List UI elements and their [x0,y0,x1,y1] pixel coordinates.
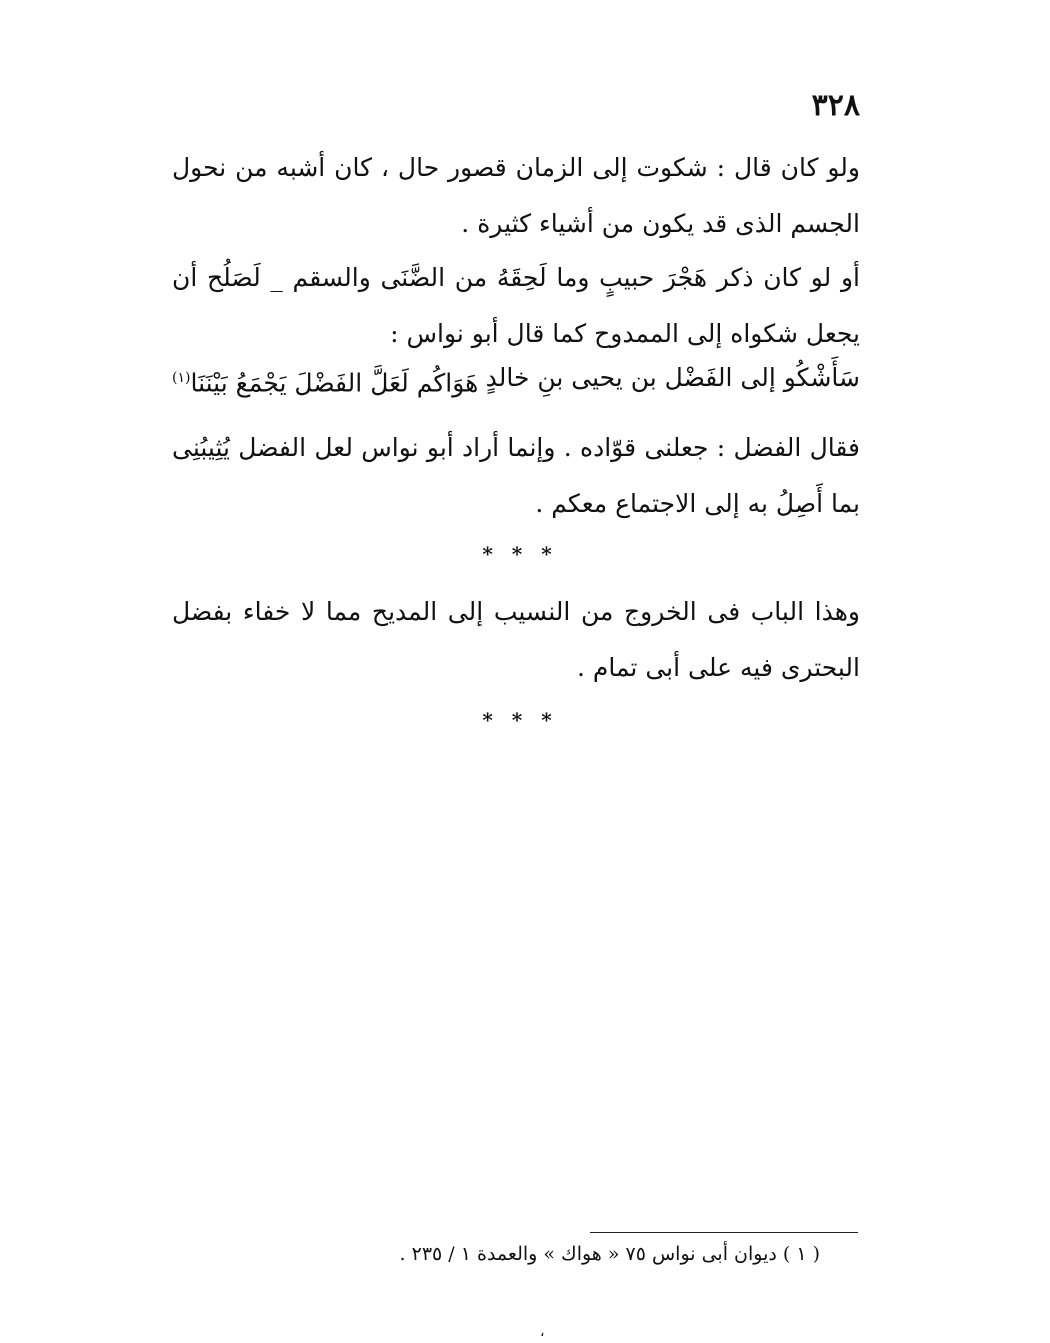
paragraph-1: ولو كان قال : شكوت إلى الزمان قصور حال ، كان أشبه من نحول الجسم الذى قد يكون من أشياء كثيرة . [172,153,860,238]
paragraph-2: أو لو كان ذكر هَجْرَ حبيبٍ وما لَحِقَهُ من الضَّنَى والسقم _ لَصَلُح أن يجعل شكواه إلى الممدوح كما قال أبو نواس : [172,263,860,348]
page-number: ٣٢٨ [811,88,860,123]
footnote-reference: (١) [172,370,191,386]
page-bottom-mark: ، [540,1324,545,1340]
section-separator: * * * [482,542,558,566]
closing-paragraph: وهذا الباب فى الخروج من النسيب إلى المديح مما لا خفاء بفضل البحترى فيه على أبى تمام . [172,597,860,682]
verse-first-hemistich: سَأَشْكُو إلى الفَضْل بن يحيى بنِ خالدٍ [485,363,860,392]
footnote: ( ١ ) ديوان أبى نواس ٧٥ « هواك » والعمدة ١ / ٢٣٥ . [399,1243,820,1265]
section-separator-2: * * * [482,708,558,732]
poetry-verse [172,356,860,405]
verse-second-hemistich: هَوَاكُم لَعَلَّ الفَضْلَ يَجْمَعُ بَيْنَنَا$^{(١)}$ [172,368,479,398]
paragraph-3: فقال الفضل : جعلنى قوّاده . وإنما أراد أبو نواس لعل الفضل يُثِيبُنِى بما أَصِلُ به إلى الاجتماع معكم . [172,433,860,518]
footnote-divider [590,1232,858,1233]
